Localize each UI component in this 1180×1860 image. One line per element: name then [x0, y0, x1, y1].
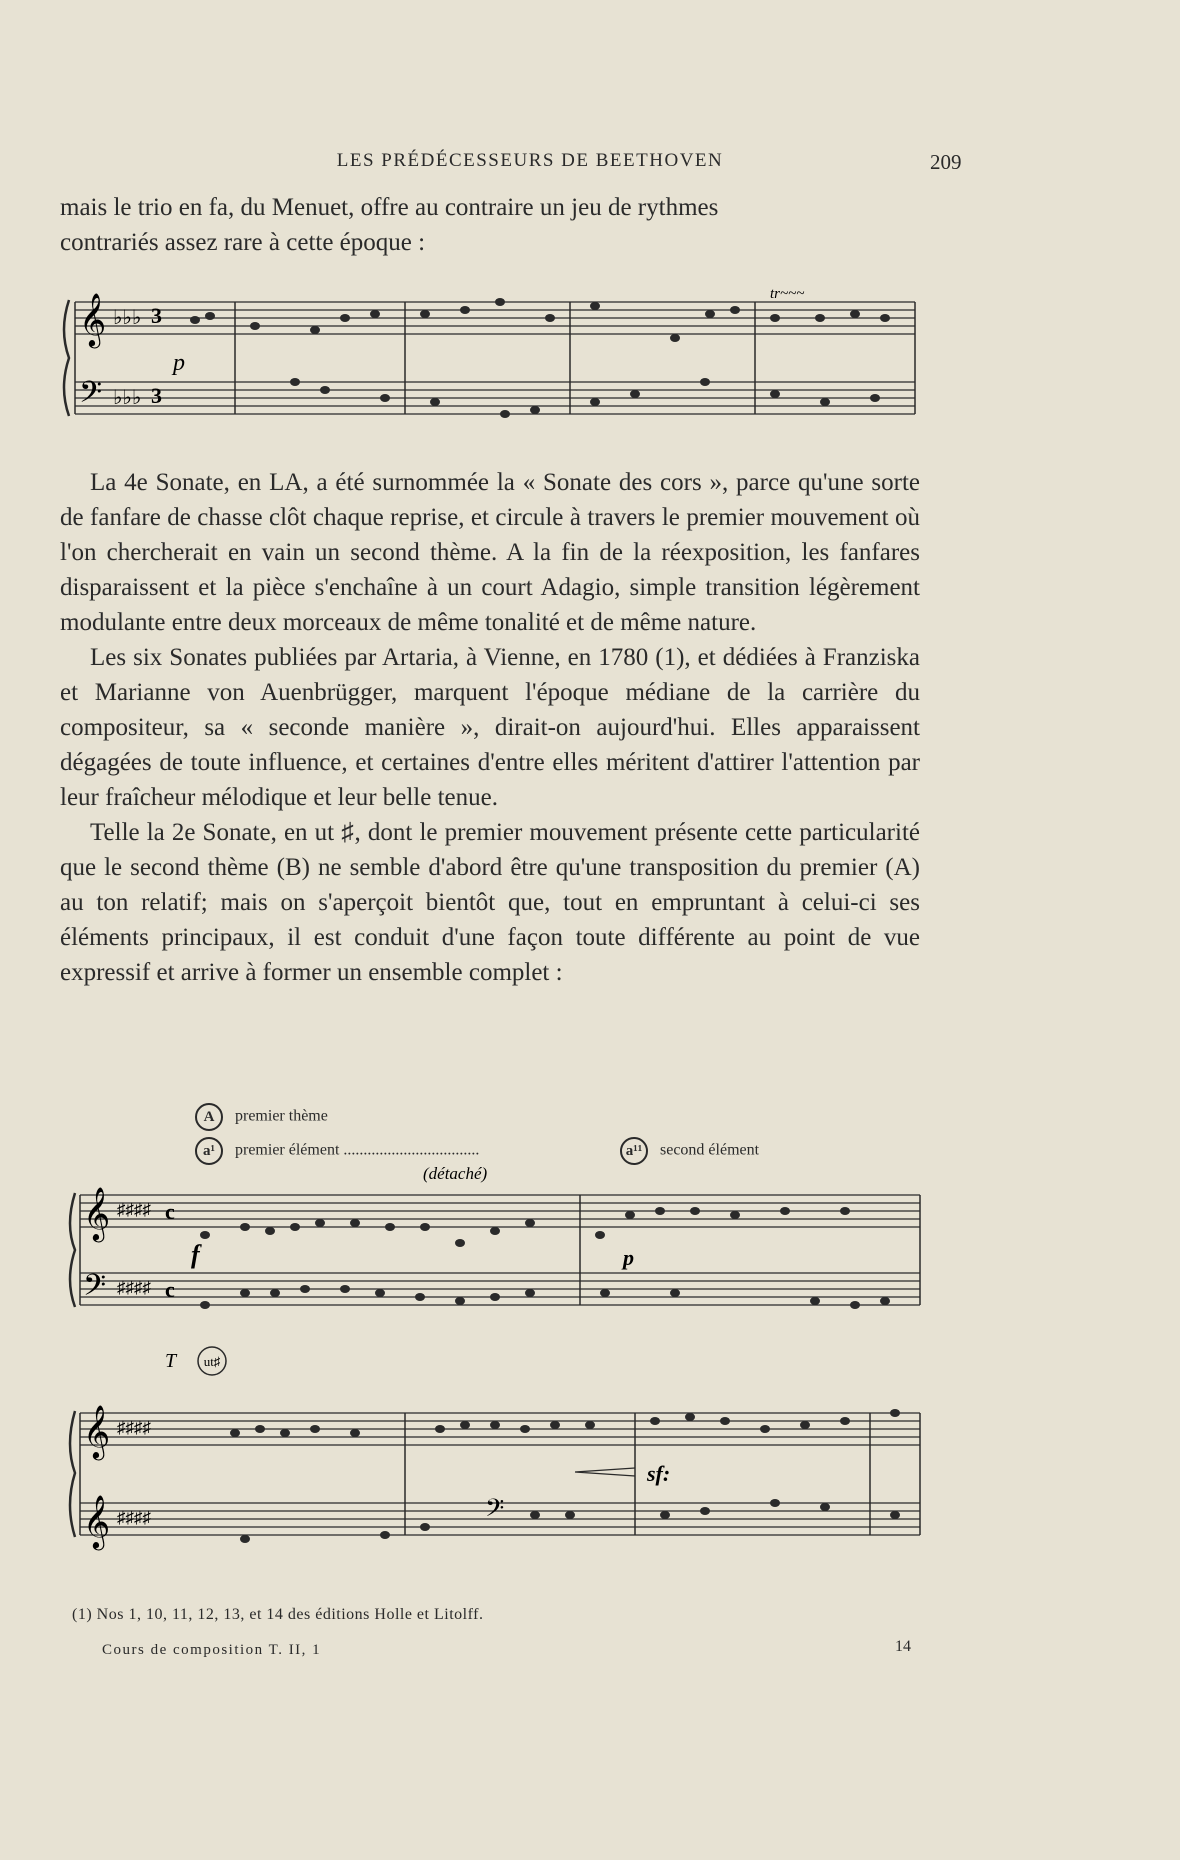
brace-2: [70, 1411, 75, 1537]
score-example-2: [55, 1165, 935, 1595]
running-header: [60, 150, 1120, 180]
bass-clef-icon-3: 𝄢: [485, 1495, 505, 1528]
footer-course: Cours de composition T. II, 1: [102, 1642, 322, 1658]
time-signature-bass: 3: [151, 383, 162, 408]
dynamic-piano-2: p: [623, 1245, 634, 1270]
page-number: 209: [930, 150, 962, 174]
treble-clef-icon-3: 𝄞: [83, 1406, 111, 1457]
key-signature-flats-bass: ♭♭♭: [113, 387, 142, 409]
system-1-bass: [80, 1273, 920, 1305]
score-example-1: [55, 280, 925, 450]
footer-signature: 14: [895, 1638, 911, 1655]
dynamic-sforzando: sf:: [647, 1461, 671, 1486]
bass-clef-icon: 𝄢: [79, 376, 103, 416]
label-a2-wrap: [620, 1137, 759, 1165]
key-signature-flats: ♭♭♭: [113, 307, 142, 329]
key-signature-sharps: ♯♯♯♯: [117, 1200, 151, 1219]
treble-clef-icon: 𝄞: [79, 294, 107, 345]
body-text: [60, 465, 920, 990]
staff-bass: [75, 382, 915, 414]
label-a1-text: premier élément: [235, 1141, 340, 1159]
running-title: LES PRÉDÉCESSEURS DE BEETHOVEN: [336, 150, 724, 171]
time-signature: 3: [151, 303, 162, 328]
music-example-1: [55, 280, 925, 455]
label-a-symbol: A: [195, 1103, 223, 1131]
tonic-marker: T: [165, 1350, 177, 1372]
key-signature-sharps-4: ♯♯♯♯: [117, 1508, 151, 1527]
music-example-2: [55, 1165, 935, 1600]
brace-1: [70, 1193, 75, 1307]
paragraph-1: La 4e Sonate, en LA, a été surnommée la « Sonate des cors », parce qu'une sorte de fanfare de chasse clôt chaque reprise, et circule à travers le premier mouvement où l'on chercherait en vain un second thème. A la fin de la réexposition, les fanfares disparaissent et la pièce s'enchaîne à un court Adagio, simple transition légèrement modulante entre deux morceaux de même tonalité et de même nature.: [60, 469, 920, 636]
dynamic-piano: p: [173, 350, 185, 376]
treble-clef-icon-4: 𝄞: [83, 1496, 111, 1547]
staff-treble: [75, 302, 915, 334]
system-1-treble: [80, 1195, 920, 1227]
crescendo-hairpin: [575, 1468, 635, 1476]
intro-line-2: contrariés assez rare à cette époque :: [60, 229, 426, 256]
label-a-text: premier thème: [235, 1107, 328, 1125]
system-2-bass-notes: [240, 1499, 900, 1543]
label-a2-symbol: a¹¹: [620, 1137, 648, 1165]
key-signature-sharps-bass: ♯♯♯♯: [117, 1278, 151, 1297]
footnote: (1) Nos 1, 10, 11, 12, 13, et 14 des éditions Holle et Litolff.: [72, 1606, 484, 1623]
common-time-bass: c: [165, 1277, 175, 1302]
trill-mark: tr~~~: [770, 286, 805, 302]
articulation-detache: (détaché): [423, 1165, 488, 1183]
label-a1-symbol: a¹: [195, 1137, 223, 1165]
paragraph-3: Telle la 2e Sonate, en ut ♯, dont le premier mouvement présente cette particularité que le second thème (B) ne semble d'abord être qu'une transposition du premier (A) au ton relatif; mais on s'aperçoit bientôt que, tout en empruntant à celui-ci ses éléments principaux, il est conduit d'une façon toute différente au point de vue expressif et arrive à former un ensemble complet :: [60, 819, 920, 986]
treble-clef-icon-2: 𝄞: [83, 1188, 111, 1239]
brace: [64, 300, 69, 416]
label-leader-dots: ..................................: [343, 1141, 480, 1159]
intro-text: [60, 190, 920, 260]
label-theme-a: [195, 1103, 815, 1137]
bass-clef-icon-2: 𝄢: [83, 1269, 107, 1309]
treble-notes: [190, 298, 890, 342]
label-a2-text: second élément: [660, 1141, 760, 1159]
dynamic-forte: f: [191, 1240, 200, 1269]
barlines: [75, 302, 915, 414]
key-signature-sharps-3: ♯♯♯♯: [117, 1418, 151, 1437]
intro-line-1: mais le trio en fa, du Menuet, offre au contraire un jeu de rythmes: [60, 194, 719, 221]
common-time: c: [165, 1199, 175, 1224]
system-2-treble: [80, 1413, 920, 1445]
tonic-key: ut♯: [203, 1354, 221, 1369]
paragraph-2: Les six Sonates publiées par Artaria, à Vienne, en 1780 (1), et dédiées à Franziska et Marianne von Auenbrügger, marquent l'époque médiane de la carrière du compositeur, sa « seconde manière », dirait-on aujourd'hui. Elles apparaissent dégagées de toute influence, et certaines d'entre elles méritent d'attirer l'attention par leur fraîcheur mélodique et leur belle tenue.: [60, 644, 920, 811]
